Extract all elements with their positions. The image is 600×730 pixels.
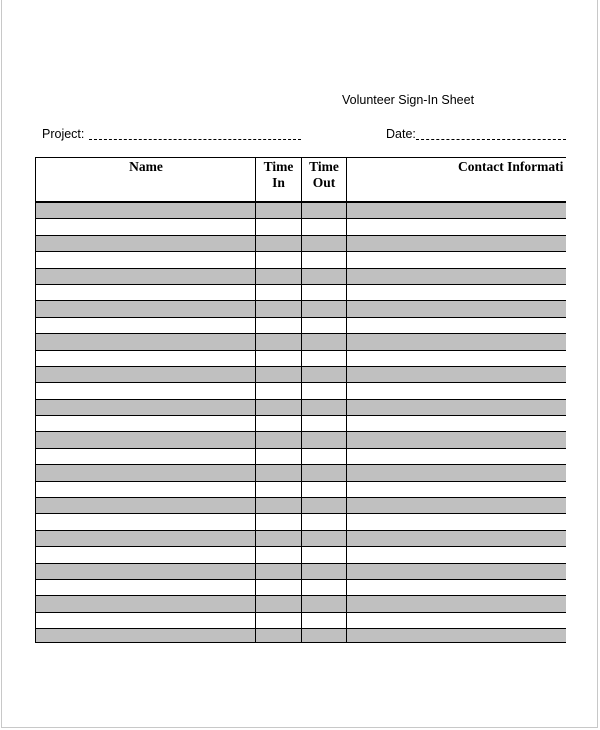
header-time-in bbox=[256, 158, 301, 202]
contact-cell[interactable] bbox=[347, 269, 566, 284]
time-out-cell[interactable] bbox=[302, 301, 346, 316]
time-out-cell[interactable] bbox=[302, 383, 346, 398]
time-out-cell[interactable] bbox=[302, 400, 346, 415]
name-cell[interactable] bbox=[36, 318, 255, 333]
name-cell[interactable] bbox=[36, 383, 255, 398]
contact-cell[interactable] bbox=[347, 400, 566, 415]
contact-cell[interactable] bbox=[347, 596, 566, 611]
name-cell[interactable] bbox=[36, 285, 255, 300]
time-out-cell[interactable] bbox=[302, 629, 346, 643]
name-cell[interactable] bbox=[36, 334, 255, 349]
contact-cell[interactable] bbox=[347, 252, 566, 267]
time-out-cell[interactable] bbox=[302, 285, 346, 300]
header-contact-line1: Contact Informati bbox=[458, 159, 564, 174]
contact-cell[interactable] bbox=[347, 334, 566, 349]
date-label: Date: bbox=[386, 127, 416, 141]
time-out-cell[interactable] bbox=[302, 318, 346, 333]
time-in-cell[interactable] bbox=[256, 236, 301, 251]
time-out-cell[interactable] bbox=[302, 531, 346, 546]
time-out-cell[interactable] bbox=[302, 514, 346, 529]
time-in-cell[interactable] bbox=[256, 596, 301, 611]
column-divider bbox=[346, 158, 347, 642]
name-cell[interactable] bbox=[36, 629, 255, 643]
time-out-cell[interactable] bbox=[302, 498, 346, 513]
time-out-cell[interactable] bbox=[302, 367, 346, 382]
contact-cell[interactable] bbox=[347, 613, 566, 628]
time-in-cell[interactable] bbox=[256, 203, 301, 218]
time-in-cell[interactable] bbox=[256, 416, 301, 431]
name-cell[interactable] bbox=[36, 252, 255, 267]
name-cell[interactable] bbox=[36, 498, 255, 513]
time-in-cell[interactable] bbox=[256, 564, 301, 579]
contact-cell[interactable] bbox=[347, 203, 566, 218]
name-cell[interactable] bbox=[36, 564, 255, 579]
time-out-cell[interactable] bbox=[302, 416, 346, 431]
time-out-cell[interactable] bbox=[302, 564, 346, 579]
contact-cell[interactable] bbox=[347, 564, 566, 579]
header-time-out-line1: Time bbox=[309, 159, 339, 174]
name-cell[interactable] bbox=[36, 203, 255, 218]
time-in-cell[interactable] bbox=[256, 383, 301, 398]
time-in-cell[interactable] bbox=[256, 400, 301, 415]
sign-in-table bbox=[35, 157, 566, 643]
contact-cell[interactable] bbox=[347, 547, 566, 562]
contact-cell[interactable] bbox=[347, 351, 566, 366]
name-cell[interactable] bbox=[36, 465, 255, 480]
name-cell[interactable] bbox=[36, 219, 255, 234]
time-out-cell[interactable] bbox=[302, 334, 346, 349]
contact-cell[interactable] bbox=[347, 580, 566, 595]
name-cell[interactable] bbox=[36, 531, 255, 546]
name-cell[interactable] bbox=[36, 482, 255, 497]
contact-cell[interactable] bbox=[347, 449, 566, 464]
contact-cell[interactable] bbox=[347, 514, 566, 529]
name-cell[interactable] bbox=[36, 367, 255, 382]
name-cell[interactable] bbox=[36, 416, 255, 431]
time-in-cell[interactable] bbox=[256, 465, 301, 480]
contact-cell[interactable] bbox=[347, 318, 566, 333]
time-in-cell[interactable] bbox=[256, 514, 301, 529]
header-name bbox=[36, 158, 256, 202]
date-line[interactable] bbox=[416, 139, 566, 140]
project-line[interactable] bbox=[89, 139, 301, 140]
contact-cell[interactable] bbox=[347, 432, 566, 447]
project-label: Project: bbox=[42, 127, 85, 141]
time-in-cell[interactable] bbox=[256, 334, 301, 349]
contact-cell[interactable] bbox=[347, 416, 566, 431]
name-cell[interactable] bbox=[36, 400, 255, 415]
time-in-cell[interactable] bbox=[256, 301, 301, 316]
time-out-cell[interactable] bbox=[302, 613, 346, 628]
time-out-cell[interactable] bbox=[302, 203, 346, 218]
name-cell[interactable] bbox=[36, 351, 255, 366]
contact-cell[interactable] bbox=[347, 531, 566, 546]
contact-cell[interactable] bbox=[347, 629, 566, 643]
column-divider bbox=[301, 158, 302, 642]
column-divider bbox=[255, 158, 256, 642]
time-in-cell[interactable] bbox=[256, 580, 301, 595]
time-out-cell[interactable] bbox=[302, 236, 346, 251]
time-out-cell[interactable] bbox=[302, 269, 346, 284]
header-name-line1: Name bbox=[129, 159, 163, 174]
time-in-cell[interactable] bbox=[256, 449, 301, 464]
time-in-cell[interactable] bbox=[256, 547, 301, 562]
time-out-cell[interactable] bbox=[302, 351, 346, 366]
header-time-in-line2: In bbox=[272, 175, 285, 190]
time-out-cell[interactable] bbox=[302, 432, 346, 447]
contact-cell[interactable] bbox=[347, 301, 566, 316]
name-cell[interactable] bbox=[36, 514, 255, 529]
contact-cell[interactable] bbox=[347, 465, 566, 480]
name-cell[interactable] bbox=[36, 269, 255, 284]
time-out-cell[interactable] bbox=[302, 547, 346, 562]
name-cell[interactable] bbox=[36, 449, 255, 464]
name-cell[interactable] bbox=[36, 596, 255, 611]
name-cell[interactable] bbox=[36, 236, 255, 251]
contact-cell[interactable] bbox=[347, 367, 566, 382]
name-cell[interactable] bbox=[36, 613, 255, 628]
header-time-out-line2: Out bbox=[312, 175, 336, 190]
name-cell[interactable] bbox=[36, 432, 255, 447]
time-out-cell[interactable] bbox=[302, 465, 346, 480]
name-cell[interactable] bbox=[36, 580, 255, 595]
time-in-cell[interactable] bbox=[256, 482, 301, 497]
header-time-out bbox=[301, 158, 347, 202]
time-out-cell[interactable] bbox=[302, 596, 346, 611]
contact-cell[interactable] bbox=[347, 236, 566, 251]
time-in-cell[interactable] bbox=[256, 367, 301, 382]
time-in-cell[interactable] bbox=[256, 219, 301, 234]
time-in-cell[interactable] bbox=[256, 498, 301, 513]
header-time-in-line1: Time bbox=[263, 159, 294, 174]
time-in-cell[interactable] bbox=[256, 269, 301, 284]
contact-cell[interactable] bbox=[347, 285, 566, 300]
time-in-cell[interactable] bbox=[256, 252, 301, 267]
time-out-cell[interactable] bbox=[302, 219, 346, 234]
time-in-cell[interactable] bbox=[256, 531, 301, 546]
sheet-title: Volunteer Sign-In Sheet bbox=[342, 93, 475, 107]
time-in-cell[interactable] bbox=[256, 285, 301, 300]
name-cell[interactable] bbox=[36, 301, 255, 316]
header-contact bbox=[458, 158, 566, 202]
contact-cell[interactable] bbox=[347, 498, 566, 513]
contact-cell[interactable] bbox=[347, 219, 566, 234]
contact-cell[interactable] bbox=[347, 482, 566, 497]
time-in-cell[interactable] bbox=[256, 613, 301, 628]
time-out-cell[interactable] bbox=[302, 449, 346, 464]
contact-cell[interactable] bbox=[347, 383, 566, 398]
time-in-cell[interactable] bbox=[256, 318, 301, 333]
time-in-cell[interactable] bbox=[256, 351, 301, 366]
name-cell[interactable] bbox=[36, 547, 255, 562]
time-out-cell[interactable] bbox=[302, 482, 346, 497]
time-in-cell[interactable] bbox=[256, 432, 301, 447]
time-in-cell[interactable] bbox=[256, 629, 301, 643]
time-out-cell[interactable] bbox=[302, 580, 346, 595]
time-out-cell[interactable] bbox=[302, 252, 346, 267]
